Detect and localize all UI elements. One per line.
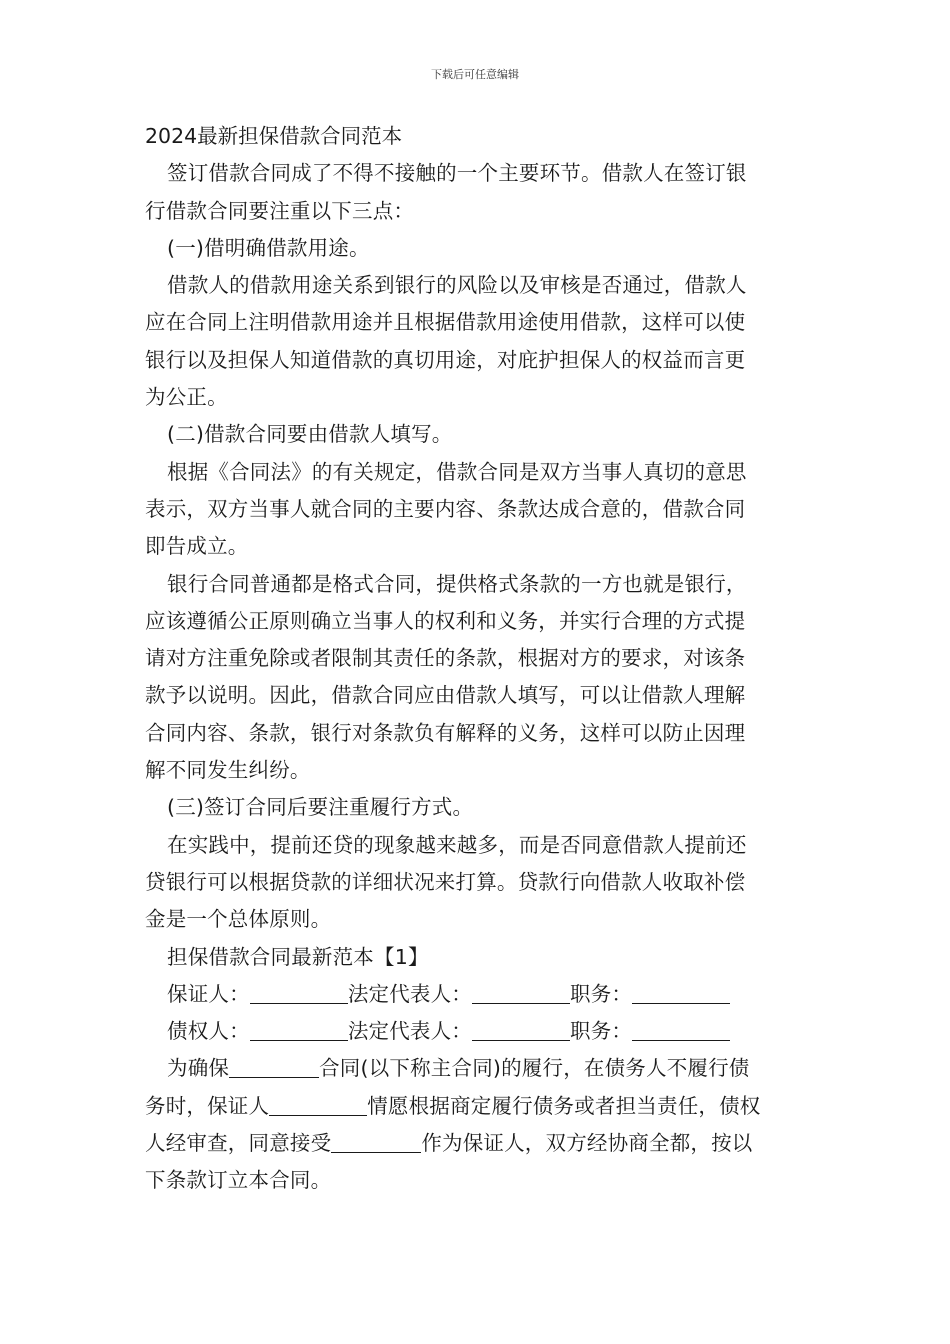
paragraph-line: 款予以说明。因此，借款合同应由借款人填写，可以让借款人理解 <box>145 683 746 708</box>
paragraph-line: 合同内容、条款，银行对条款负有解释的义务，这样可以防止因理 <box>145 720 746 745</box>
position-label: 职务： <box>570 981 633 1006</box>
paragraph-line: 银行以及担保人知道借款的真切用途，对庇护担保人的权益而言更 <box>145 347 746 372</box>
guarantor-blank[interactable] <box>250 981 348 1004</box>
accepted-guarantor-blank[interactable] <box>331 1130 421 1153</box>
guarantor-line <box>145 976 810 1013</box>
paragraph-line: 应该遵循公正原则确立当事人的权利和义务，并实行合理的方式提 <box>145 608 746 633</box>
clause-text: 务时，保证人 <box>145 1093 270 1118</box>
paragraph-line: 表示，双方当事人就合同的主要内容、条款达成合意的，借款合同 <box>145 496 746 521</box>
document-title: 2024最新担保借款合同范本 <box>145 124 403 148</box>
clause-line <box>145 1088 810 1125</box>
paragraph-line: 银行合同普通都是格式合同，提供格式条款的一方也就是银行， <box>167 571 747 596</box>
clause-text: 为确保 <box>167 1056 230 1081</box>
position-blank[interactable] <box>632 981 730 1004</box>
clause-line: 下条款订立本合同。 <box>145 1168 332 1193</box>
creditor-line <box>145 1013 810 1050</box>
contract-name-blank[interactable] <box>229 1055 319 1078</box>
clause-text: 作为保证人，双方经协商全都，按以 <box>421 1131 753 1156</box>
legal-rep-label: 法定代表人： <box>347 981 473 1006</box>
clause-line <box>145 1050 810 1087</box>
paragraph-line: 在实践中，提前还贷的现象越来越多，而是否同意借款人提前还 <box>167 832 747 857</box>
section-heading: (三)签订合同后要注重履行方式。 <box>167 795 474 820</box>
paragraph-line: 为公正。 <box>145 385 228 410</box>
document-body <box>145 118 810 1200</box>
paragraph-line: 签订借款合同成了不得不接触的一个主要环节。借款人在签订银 <box>167 161 747 186</box>
creditor-label: 债权人： <box>167 1019 250 1044</box>
guarantor-label: 保证人： <box>167 981 250 1006</box>
clause-text: 人经审查，同意接受 <box>145 1131 332 1156</box>
clause-text: 合同(以下称主合同)的履行，在债务人不履行债 <box>319 1056 750 1081</box>
paragraph-line: 应在合同上注明借款用途并且根据借款用途使用借款，这样可以使 <box>145 310 746 335</box>
legal-rep-blank[interactable] <box>472 1018 570 1041</box>
page-header: 下载后可任意编辑 <box>431 68 519 81</box>
position-label: 职务： <box>570 1019 633 1044</box>
clause-text: 情愿根据商定履行债务或者担当责任，债权 <box>367 1093 761 1118</box>
guarantor-name-blank[interactable] <box>269 1093 367 1116</box>
clause-line <box>145 1125 810 1162</box>
paragraph-line: 借款人的借款用途关系到银行的风险以及审核是否通过，借款人 <box>167 273 747 298</box>
paragraph-line: 请对方注重免除或者限制其责任的条款，根据对方的要求，对该条 <box>145 646 746 671</box>
section-heading: (一)借明确借款用途。 <box>167 235 370 260</box>
paragraph-line: 贷银行可以根据贷款的详细状况来打算。贷款行向借款人收取补偿 <box>145 869 746 894</box>
section-heading: (二)借款合同要由借款人填写。 <box>167 422 453 447</box>
creditor-blank[interactable] <box>250 1018 348 1041</box>
legal-rep-blank[interactable] <box>472 981 570 1004</box>
paragraph-line: 行借款合同要注重以下三点： <box>145 198 415 223</box>
paragraph-line: 金是一个总体原则。 <box>145 907 332 932</box>
sample-heading: 担保借款合同最新范本【1】 <box>167 944 429 969</box>
position-blank[interactable] <box>632 1018 730 1041</box>
paragraph-line: 解不同发生纠纷。 <box>145 758 311 783</box>
legal-rep-label: 法定代表人： <box>347 1019 473 1044</box>
paragraph-line: 根据《合同法》的有关规定，借款合同是双方当事人真切的意思 <box>167 459 747 484</box>
paragraph-line: 即告成立。 <box>145 534 249 559</box>
